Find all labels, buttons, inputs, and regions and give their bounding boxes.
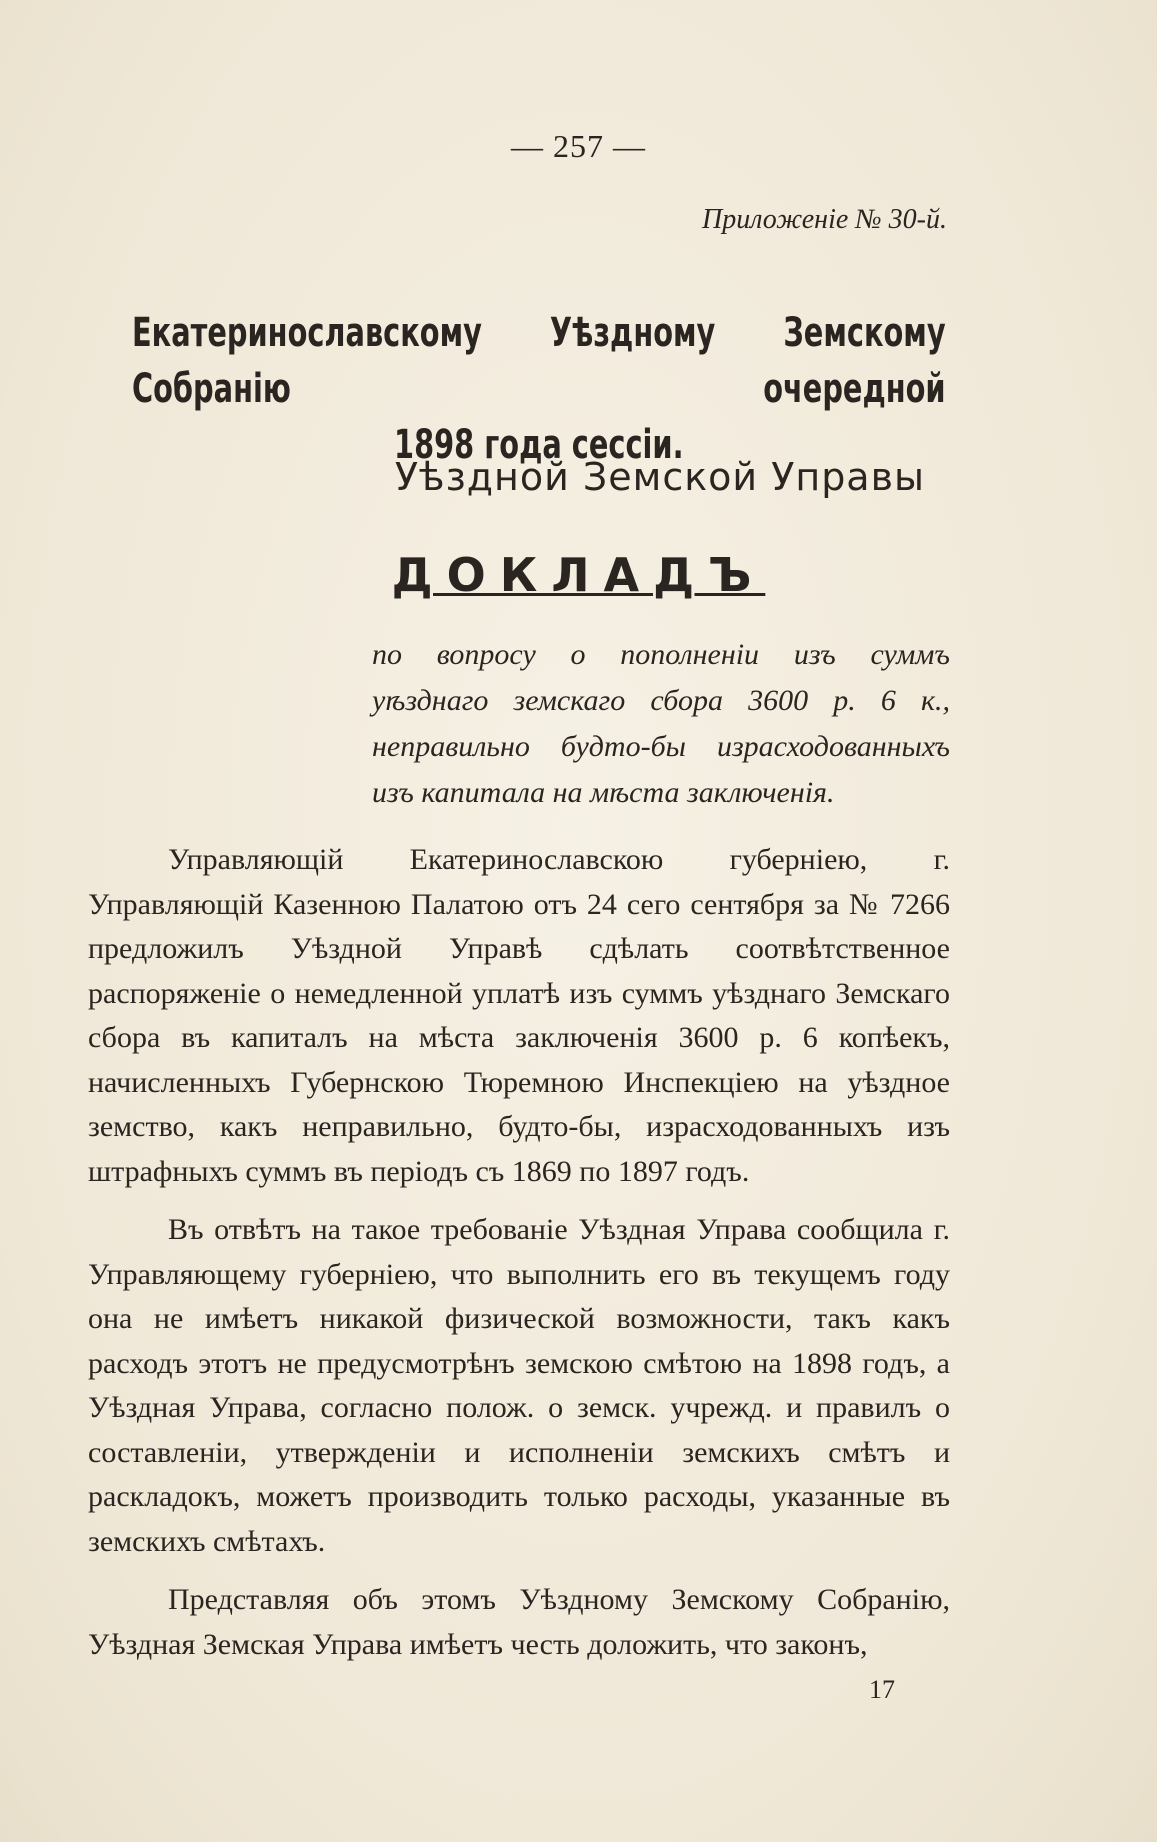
report-subject xyxy=(372,632,950,816)
body-text xyxy=(88,838,950,1681)
paragraph: Въ отвѣтъ на такое требованіе Уѣздная Управа сообщила г. Управляющему губерніею, что выполнить его въ текущемъ году она не имѣетъ никакой физической возможности, такъ какъ расходъ этотъ не предусмотрѣнъ земскою смѣтою на 1898 годъ, а Уѣздная Управа, согласно полож. о земск. учрежд. и правилъ о составленіи, утвержденіи и исполненіи земскихъ смѣтъ и раскладокъ, можетъ производить только расходы, указанные въ земскихъ смѣтахъ. xyxy=(88,1213,950,1558)
board-name: Уѣздной Земской Управы xyxy=(394,455,925,499)
appendix-label: Приложеніе № 30-й. xyxy=(702,204,947,235)
subject-line: неправильно будто-бы израсходованныхъ xyxy=(372,730,950,763)
signature-mark: 17 xyxy=(869,1675,895,1704)
paragraph: Управляющій Екатеринославскою губерніею, г. Управляющій Казенною Палатою отъ 24 сего сентября за № 7266 предложилъ Уѣздной Управѣ сдѣлать соотвѣтственное распоряженіе о немедленной уплатѣ изъ суммъ уѣзднаго Земскаго сбора въ капиталъ на мѣста заключенія 3600 р. 6 копѣекъ, начисленныхъ Губернскою Тюремною Инспекціею на уѣздное земство, какъ неправильно, будто-бы, израсходованныхъ изъ штрафныхъ суммъ въ періодъ съ 1869 по 1897 годъ. xyxy=(88,843,950,1188)
page-number: — 257 — xyxy=(511,128,646,164)
subject-line: изъ капитала на мѣста заключенія. xyxy=(372,776,835,809)
paragraph: Представляя объ этомъ Уѣздному Земскому Собранію, Уѣздная Земская Управа имѣетъ честь доложить, что законъ, xyxy=(88,1583,950,1661)
report-heading: ДОКЛАДЪ xyxy=(391,548,766,602)
title-line-1: Екатеринославскому Уѣздному Земскому Собранію очередной xyxy=(132,310,946,412)
subject-line: по вопросу о пополненіи изъ суммъ xyxy=(372,638,950,671)
document-title xyxy=(132,305,946,473)
title-line-2: 1898 года сессіи. xyxy=(394,422,684,468)
subject-line: уѣзднаго земскаго сбора 3600 р. 6 к., xyxy=(372,684,950,717)
